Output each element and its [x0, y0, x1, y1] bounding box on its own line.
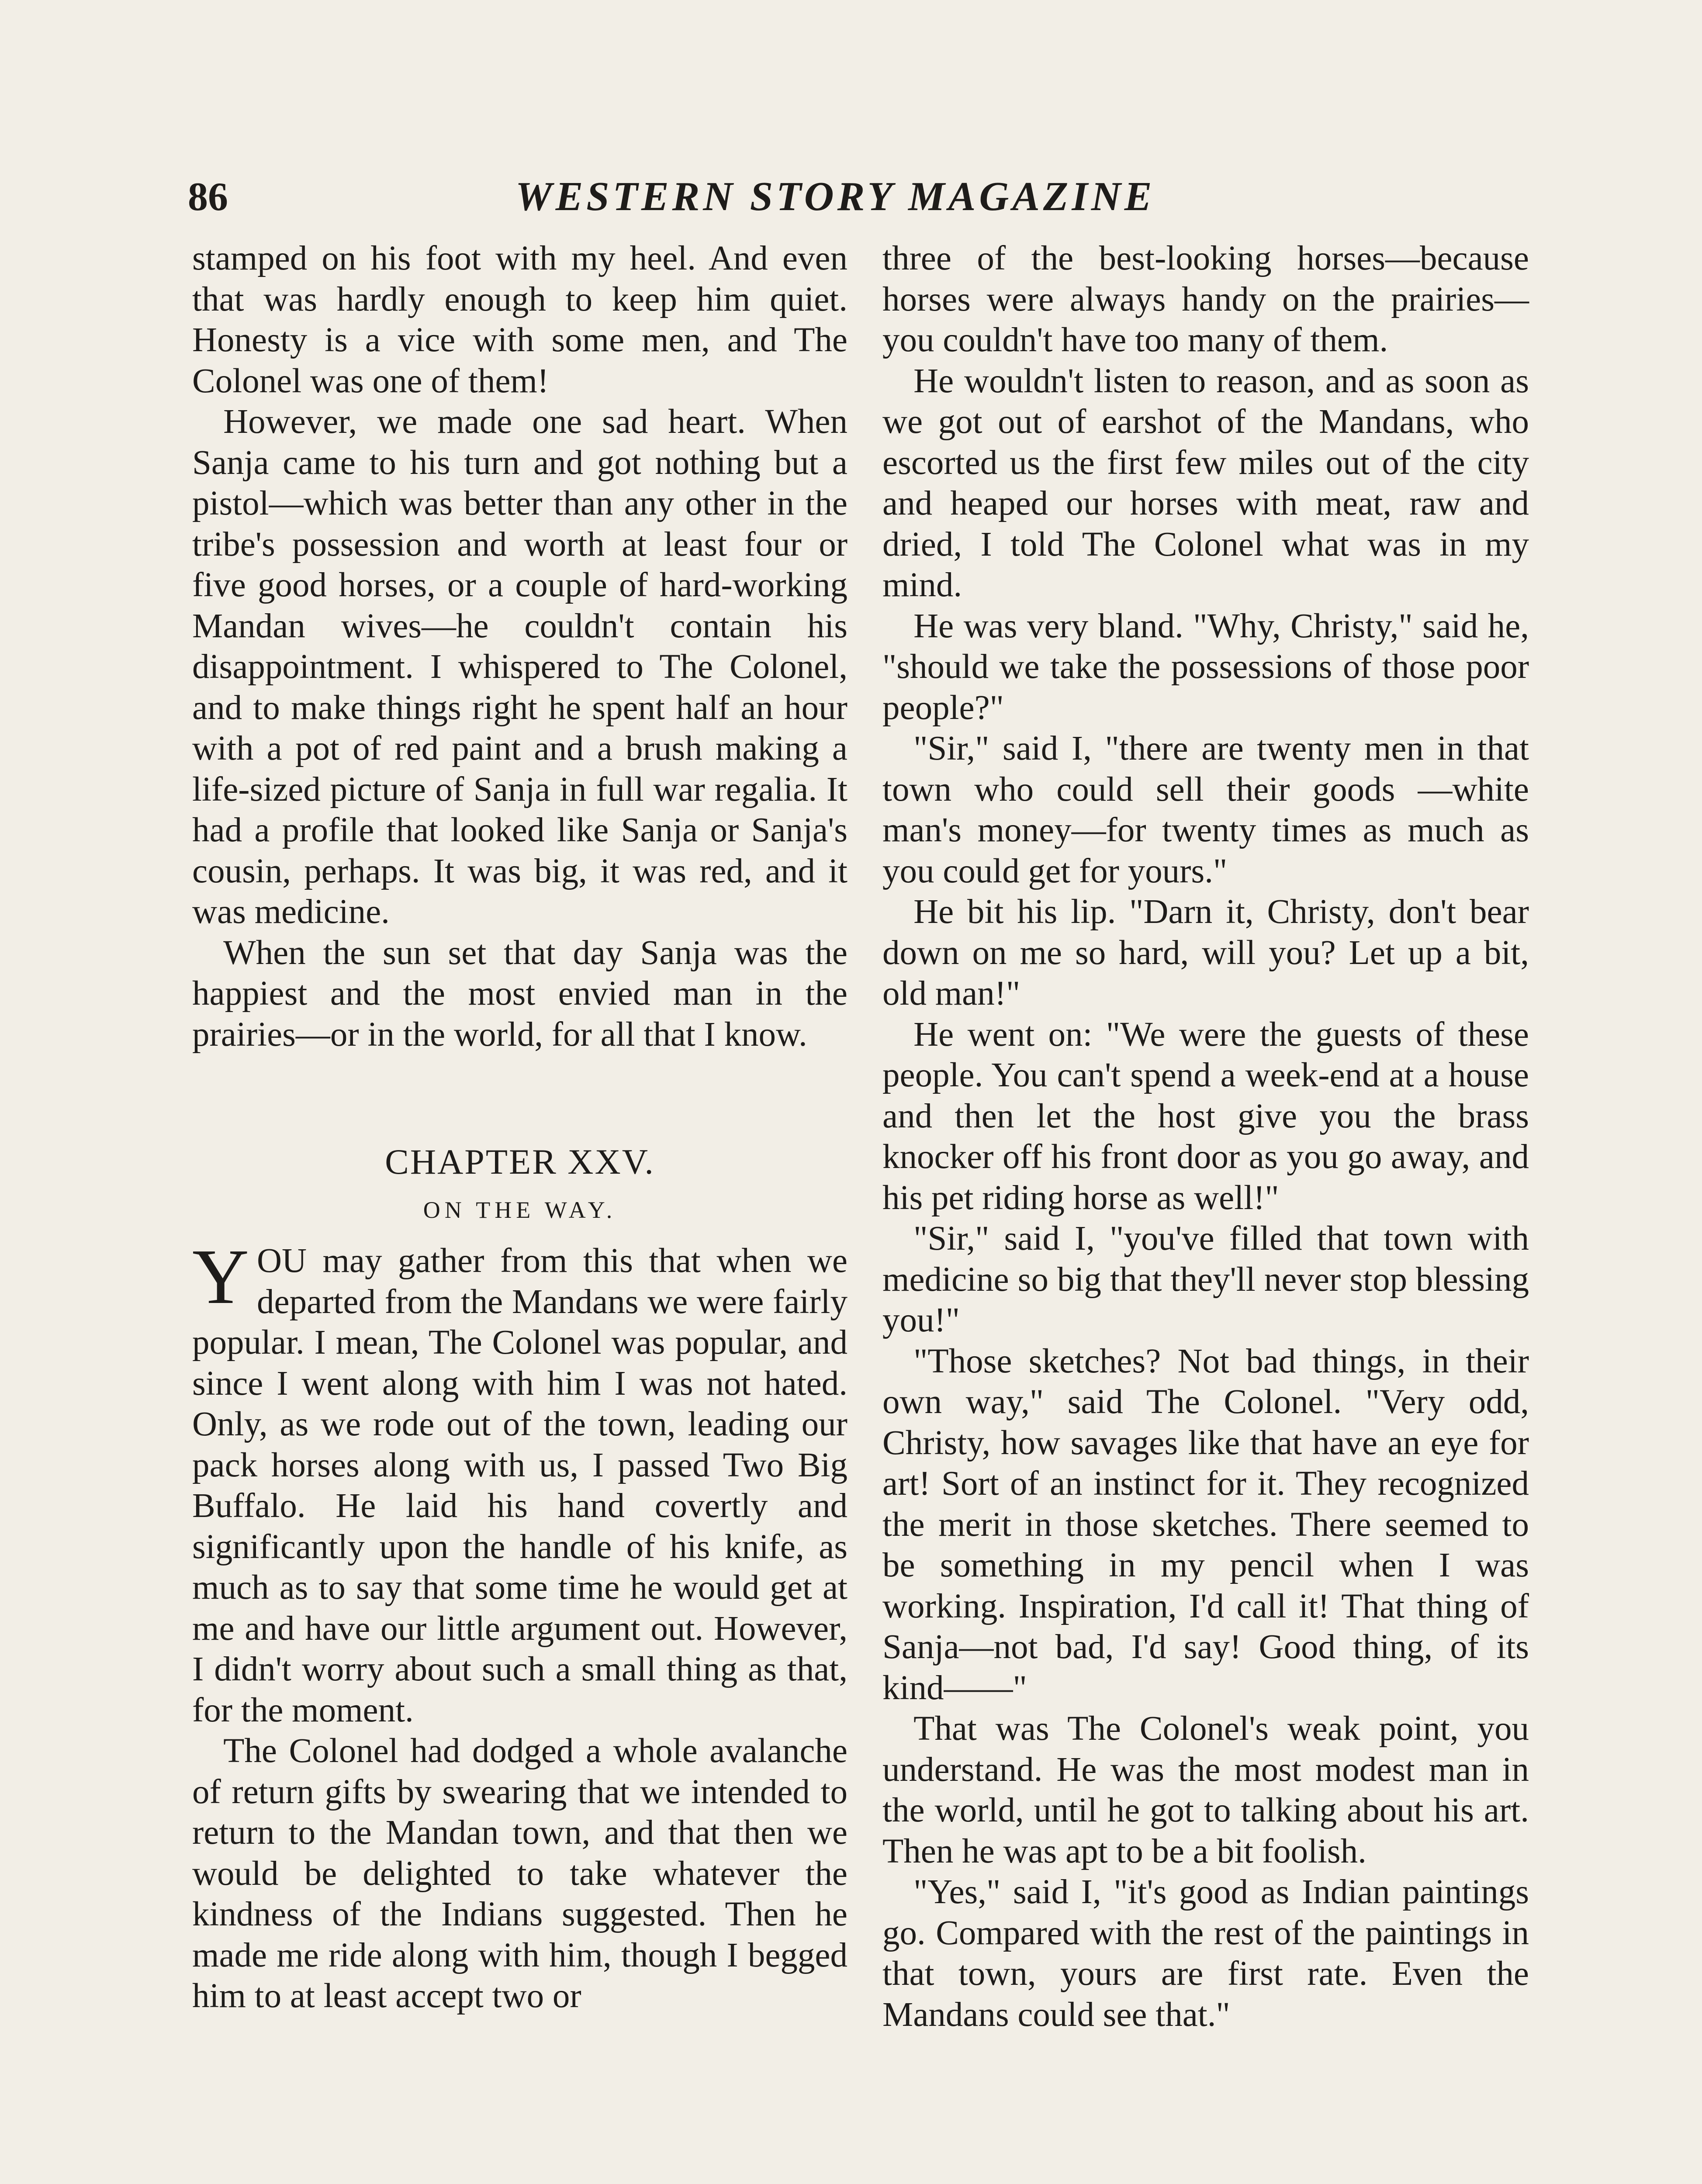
right-column: [882, 238, 1529, 2035]
paragraph-text: OU may gather from this that when we departed from the Mandans we were fairly popular. I mean, The Colonel was popular, and since I went along with him I was not hated. Only, as we rode out of the town, leading our pack horses along with us, I passed Two Big Buffalo. He laid his hand covertly and significantly upon the handle of his knife, as much as to say that some time he would get at me and have our little argument out. However, I didn't worry about such a small thing as that, for the moment.: [192, 1242, 848, 1729]
left-column: [192, 238, 848, 2017]
paragraph: He wouldn't listen to reason, and as soon as we got out of earshot of the Mandans, who escorted us the first few miles out of the city and heaped our horses with meat, raw and dried, I told The Colonel what was in my mind.: [882, 362, 1529, 604]
paragraph: stamped on his foot with my heel. And even that was hardly enough to keep him quiet. Honesty is a vice with some men, and The Colonel was one of them!: [192, 239, 848, 400]
paragraph: When the sun set that day Sanja was the happiest and the most envied man in the prairies—or in the world, for all that I know.: [192, 933, 848, 1054]
paragraph: That was The Colonel's weak point, you understand. He was the most modest man in the world, until he got to talking about his art. Then he was apt to be a bit foolish.: [882, 1710, 1529, 1870]
paragraph: "Yes," said I, "it's good as Indian paintings go. Compared with the rest of the paintings in that town, yours are first rate. Even the Mandans could see that.": [882, 1873, 1529, 2034]
page-header: [0, 166, 1702, 227]
paragraph: [192, 1233, 848, 1731]
paragraph: The Colonel had dodged a whole avalanche of return gifts by swearing that we intended to return to the Mandan town, and that then we would be delighted to take whatever the kindness of the Indians suggested. Then he made me ride along with him, though I begged him to at least accept two or: [192, 1732, 848, 2015]
paragraph: "Sir," said I, "there are twenty men in that town who could sell their goods —white man's money—for twenty times as much as you could get for yours.": [882, 729, 1529, 890]
paragraph: He was very bland. "Why, Christy," said he, "should we take the possessions of those poor people?": [882, 607, 1529, 727]
running-head: WESTERN STORY MAGAZINE: [515, 174, 1155, 219]
paragraph: three of the best-looking horses—because horses were always handy on the prairies—you couldn't have too many of them.: [882, 239, 1529, 359]
paragraph: "Those sketches? Not bad things, in their own way," said The Colonel. "Very odd, Christy, how savages like that have an eye for art! Sort of an instinct for it. They recognized the merit in those sketches. There seemed to be something in my pencil when I was working. Inspiration, I'd call it! That thing of Sanja—not bad, I'd say! Good thing, of its kind——": [882, 1342, 1529, 1707]
paragraph: He went on: "We were the guests of these people. You can't spend a week-end at a house and then let the host give you the brass knocker off his front door as you go away, and his pet riding horse as well!": [882, 1015, 1529, 1217]
paragraph: "Sir," said I, "you've filled that town with medicine so big that they'll never stop blessing you!": [882, 1220, 1529, 1339]
page-number: 86: [188, 174, 228, 219]
chapter-subtitle: ON THE WAY.: [423, 1197, 617, 1223]
paragraph: He bit his lip. "Darn it, Christy, don't bear down on me so hard, will you? Let up a bit, old man!": [882, 893, 1529, 1013]
drop-cap: Y: [192, 1233, 249, 1320]
paragraph: However, we made one sad heart. When Sanja came to his turn and got nothing but a pistol—which was better than any other in the tribe's possession and worth at least four or five good horses, or a couple of hard-working Mandan wives—he couldn't contain his disappointment. I whispered to The Colonel, and to make things right he spent half an hour with a pot of red paint and a brush making a life-sized picture of Sanja in full war regalia. It had a profile that looked like Sanja or Sanja's cousin, perhaps. It was big, it was red, and it was medicine.: [192, 403, 848, 931]
chapter-title: CHAPTER XXV.: [385, 1142, 655, 1182]
